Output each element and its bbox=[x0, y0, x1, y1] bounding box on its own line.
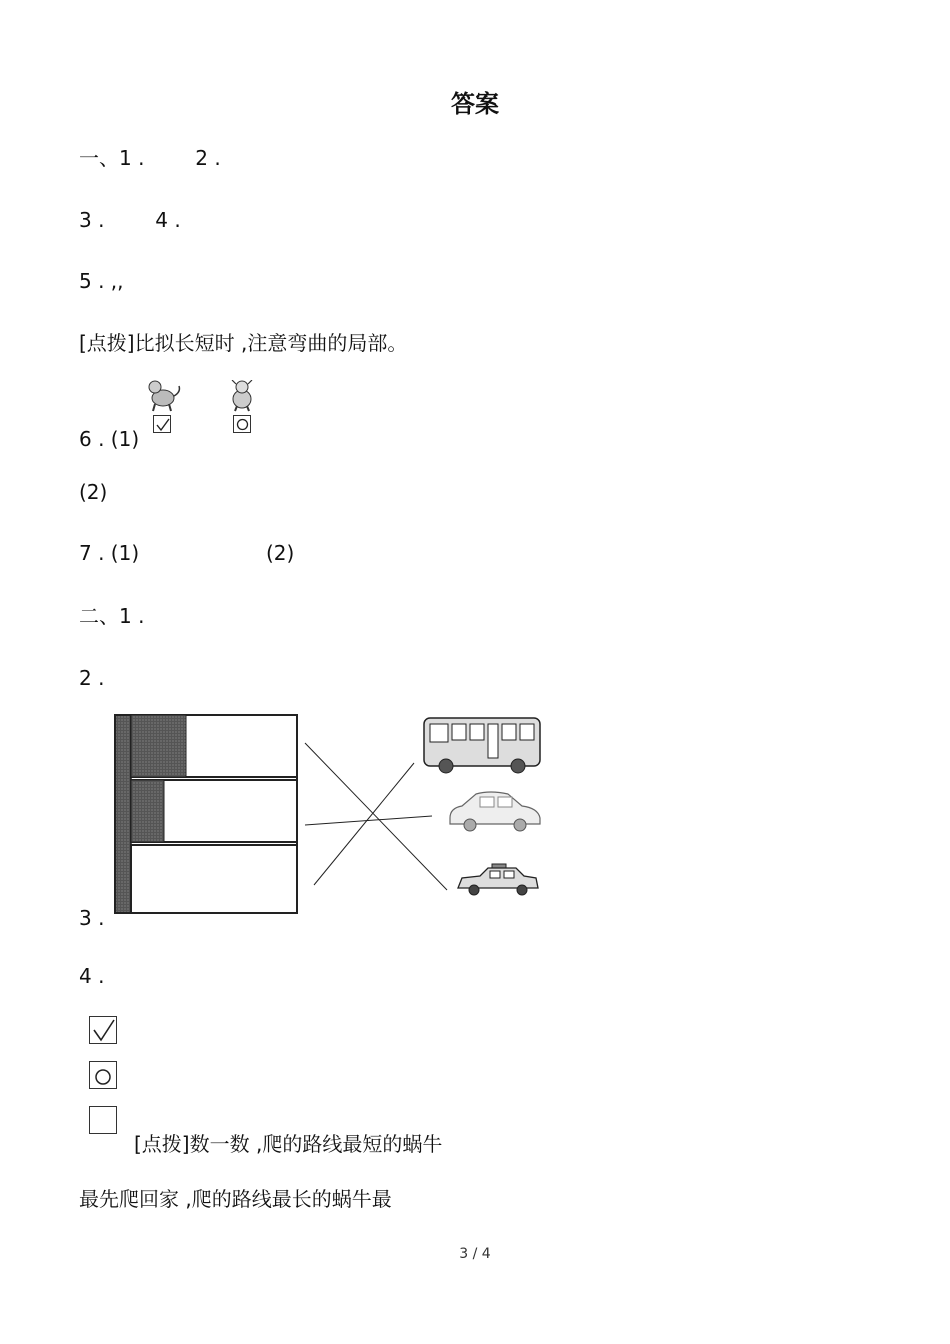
section-two-line-3: 3 . bbox=[79, 906, 105, 930]
hint-line-1: [点拨]比拟长短时 ,注意弯曲的局部。 bbox=[79, 331, 408, 355]
answer-line-3: 5 . ,, bbox=[79, 269, 124, 293]
q6-check-box bbox=[153, 415, 171, 433]
taxi-icon bbox=[458, 864, 538, 895]
answer-line-7b: (2) bbox=[266, 541, 295, 565]
hint-line-2: [点拨]数一数 ,爬的路线最短的蜗牛 bbox=[134, 1132, 443, 1156]
animal-2-icon bbox=[224, 380, 260, 412]
q4-check-box bbox=[89, 1016, 117, 1044]
page-title: 答案 bbox=[451, 90, 499, 118]
answer-line-6: 6 . (1) bbox=[79, 427, 140, 451]
answer-line-2: 3 . 4 . bbox=[79, 208, 181, 232]
bus-icon bbox=[424, 718, 540, 773]
matching-figure bbox=[112, 710, 552, 920]
answer-line-1: 一、1 . 2 . bbox=[79, 146, 221, 170]
section-two-line-2: 2 . bbox=[79, 666, 105, 690]
section-two-line-1: 二、1 . bbox=[79, 604, 145, 628]
section-two-line-4: 4 . bbox=[79, 964, 105, 988]
car-icon bbox=[450, 792, 540, 831]
hint-line-3: 最先爬回家 ,爬的路线最长的蜗牛最 bbox=[79, 1187, 392, 1211]
answer-line-7a: 7 . (1) bbox=[79, 541, 140, 565]
q4-empty-box bbox=[89, 1106, 117, 1134]
q6-circle-box bbox=[233, 415, 251, 433]
answer-line-6b: (2) bbox=[79, 480, 108, 504]
q4-circle-box bbox=[89, 1061, 117, 1089]
animal-1-icon bbox=[143, 378, 183, 412]
page-number: 3 / 4 bbox=[459, 1246, 491, 1262]
